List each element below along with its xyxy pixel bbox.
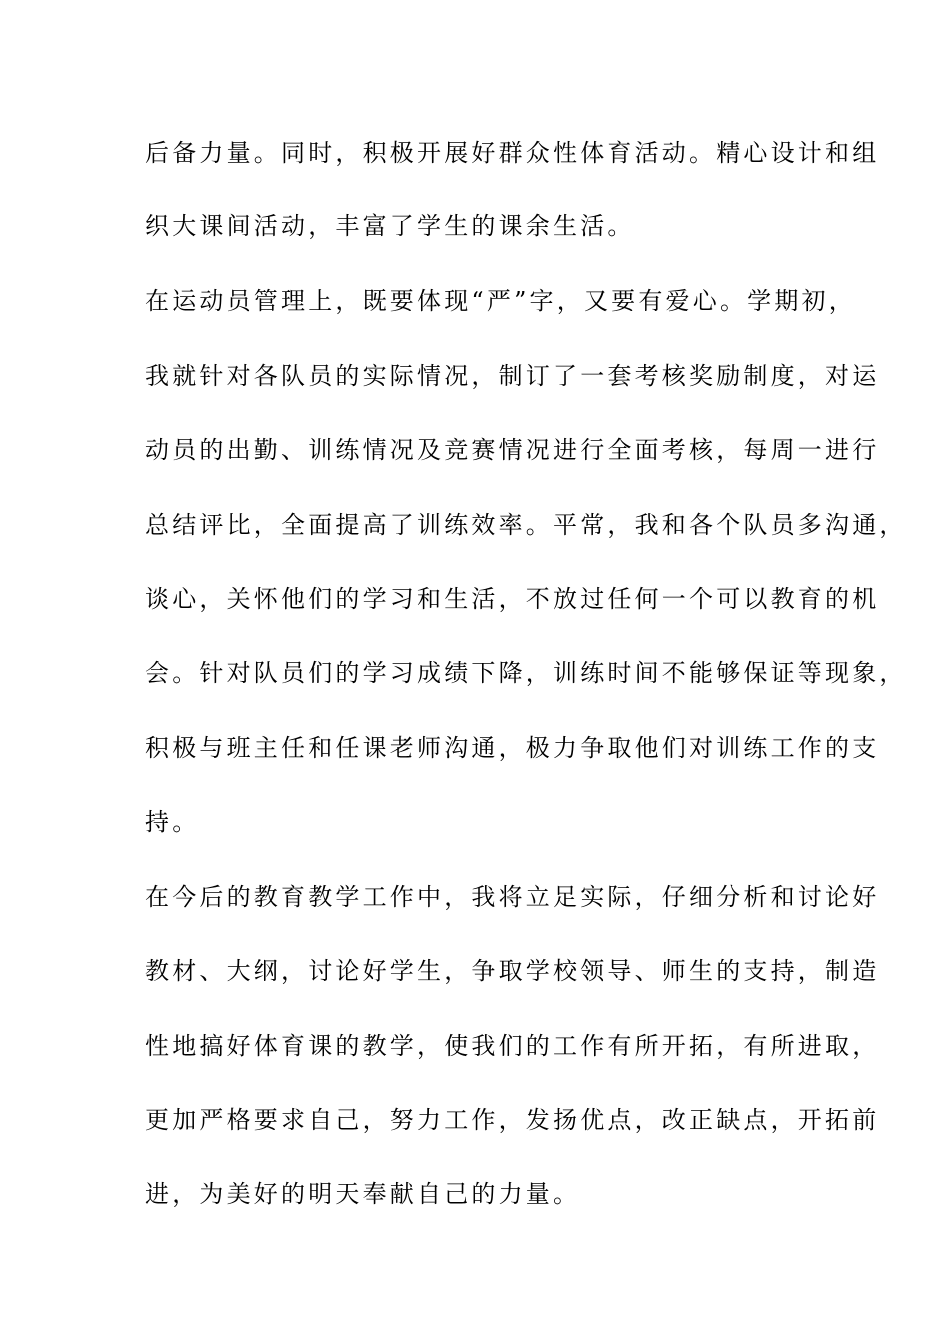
text-line: 在运动员管理上，既要体现“严”字，又要有爱心。学期初， (145, 287, 856, 315)
text-line: 动员的出勤、训练情况及竞赛情况进行全面考核，每周一进行 (145, 436, 880, 464)
text-line: 织大课间活动，丰富了学生的课余生活。 (145, 212, 635, 240)
text-line: 进，为美好的明天奉献自己的力量。 (145, 1180, 581, 1208)
text-line: 持。 (145, 808, 200, 836)
text-line: 后备力量。同时，积极开展好群众性体育活动。精心设计和组 (145, 139, 880, 167)
text-line: 更加严格要求自己，努力工作，发扬优点，改正缺点，开拓前 (145, 1106, 880, 1134)
text-line: 我就针对各队员的实际情况，制订了一套考核奖励制度，对运 (145, 362, 880, 390)
text-line: 积极与班主任和任课老师沟通，极力争取他们对训练工作的支 (145, 734, 880, 762)
text-line: 会。针对队员们的学习成绩下降，训练时间不能够保证等现象， (145, 659, 907, 687)
text-line: 总结评比，全面提高了训练效率。平常，我和各个队员多沟通， (145, 511, 907, 539)
text-line: 性地搞好体育课的教学，使我们的工作有所开拓，有所进取， (145, 1032, 880, 1060)
text-line: 教材、大纲，讨论好学生，争取学校领导、师生的支持，制造 (145, 957, 880, 985)
text-line: 谈心，关怀他们的学习和生活，不放过任何一个可以教育的机 (145, 585, 880, 613)
text-line: 在今后的教育教学工作中，我将立足实际，仔细分析和讨论好 (145, 883, 880, 911)
